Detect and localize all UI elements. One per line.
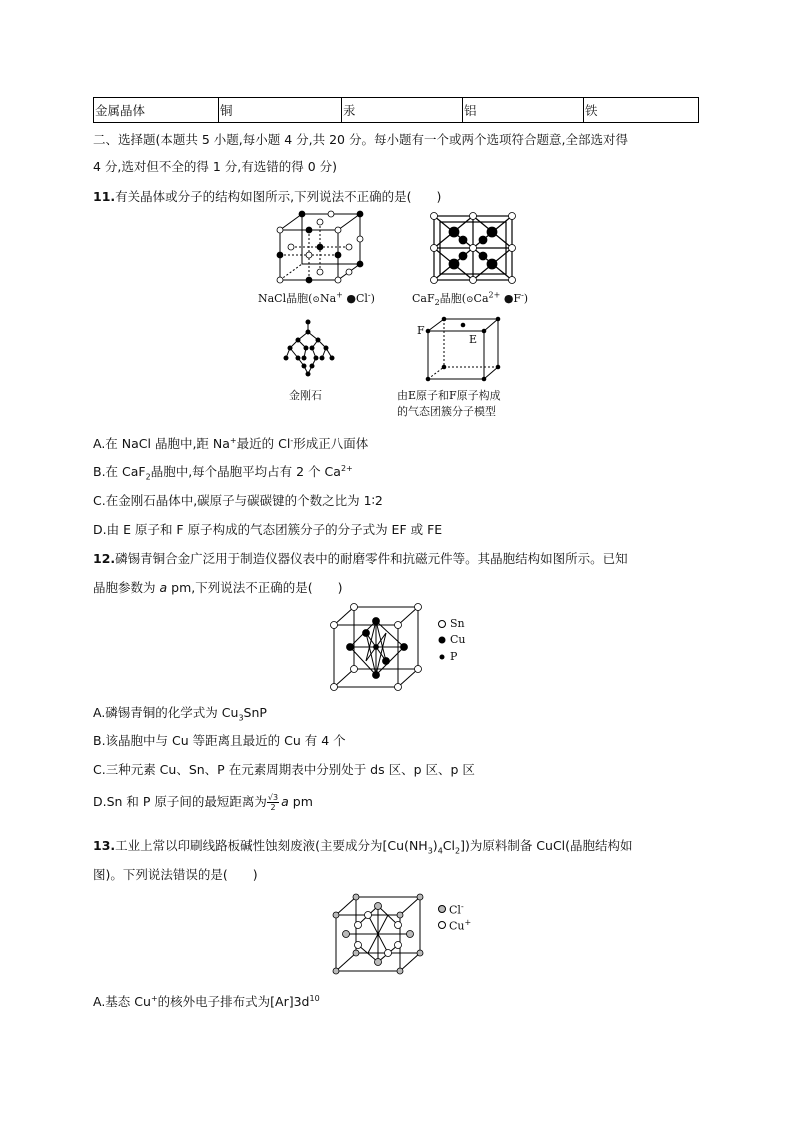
question-text: 有关晶体或分子的结构如图所示,下列说法不正确的是( ) xyxy=(115,189,442,204)
diamond-structure-figure xyxy=(278,318,338,378)
legend-cl: Cl- xyxy=(449,902,464,917)
legend-p: P xyxy=(450,650,458,663)
cu-legend-marker xyxy=(437,635,447,645)
cucl-unit-cell-figure xyxy=(330,893,428,975)
legend-cu: Cu xyxy=(450,633,466,646)
legend-cu-ion: Cu+ xyxy=(449,918,472,933)
question-13-stem-cont: 图)。下列说法错误的是( ) xyxy=(93,867,258,882)
table-cell: 汞 xyxy=(342,98,463,123)
q11-option-b: B.在 CaF$_2$晶胞中,每个晶胞平均占有 2 个 $Ca^{2+}$ xyxy=(93,463,353,482)
nacl-unit-cell-figure xyxy=(272,210,367,285)
question-number: 11. xyxy=(93,189,116,204)
table-cell: 金属晶体 xyxy=(94,98,219,123)
section-heading-cont: 4 分,选对但不全的得 1 分,有选错的得 0 分) xyxy=(93,159,338,174)
label-e: E xyxy=(469,333,478,346)
legend-sn: Sn xyxy=(450,617,465,630)
sn-legend-marker xyxy=(437,619,447,629)
q12-option-a: A.磷锡青铜的化学式为 $Cu_3SnP$ xyxy=(93,705,267,723)
q11-option-a: A.在 NaCl 晶胞中,距 Na+最近的 Cl-形成正八面体 xyxy=(93,435,369,451)
question-12-stem-cont: 晶胞参数为 a pm,下列说法不正确的是( ) xyxy=(93,580,343,595)
cluster-caption-2: 的气态团簇分子模型 xyxy=(397,405,496,418)
fraction: $\frac{√3}{2}$ xyxy=(267,793,279,812)
q12-option-d: D.Sn 和 P 原子间的最短距离为 $\frac{√3}{2}$ a pm xyxy=(93,793,313,812)
table-cell: 铜 xyxy=(219,98,342,123)
question-text: 磷锡青铜合金广泛用于制造仪器仪表中的耐磨零件和抗磁元件等。其晶胞结构如图所示。已知 xyxy=(115,551,628,566)
q12-option-b: B.该晶胞中与 Cu 等距离且最近的 Cu 有 4 个 xyxy=(93,733,346,748)
table-cell: 铁 xyxy=(584,98,699,123)
question-number: 13. xyxy=(93,838,116,853)
q11-option-d: D.由 E 原子和 F 原子构成的气态团簇分子的分子式为 EF 或 FE xyxy=(93,522,443,537)
caf2-caption: CaF$_2$晶胞($⊙Ca^{2+}$ ●F-) xyxy=(412,290,529,308)
question-11-stem xyxy=(93,187,441,205)
question-13-stem: 13.工业上常以印刷线路板碱性蚀刻废液(主要成分为$[Cu(NH_3)_4Cl_2]$)为原料制备 CuCl(晶胞结构如 xyxy=(93,838,633,856)
label-f: F xyxy=(417,324,425,337)
section-heading: 二、选择题(本题共 5 小题,每小题 4 分,共 20 分。每小题有一个或两个选项符合题意,全部选对得 xyxy=(93,132,628,147)
caf2-unit-cell-figure xyxy=(428,210,518,285)
cluster-caption-1: 由E原子和F原子构成 xyxy=(397,389,501,402)
metal-table xyxy=(93,97,699,123)
nacl-caption: NaCl晶胞(⊙Na+ ●Cl-) xyxy=(258,290,375,305)
q12-option-c: C.三种元素 Cu、Sn、P 在元素周期表中分别处于 ds 区、p 区、p 区 xyxy=(93,762,475,777)
p-legend-marker xyxy=(437,652,447,662)
question-number: 12. xyxy=(93,551,116,566)
q13-option-a: A.基态 Cu+的核外电子排布式为$[Ar]3d^{10}$ xyxy=(93,993,320,1009)
q11-option-c: C.在金刚石晶体中,碳原子与碳碳键的个数之比为 1∶2 xyxy=(93,493,383,508)
cu-ion-legend-marker xyxy=(437,920,447,930)
phosphor-tin-bronze-cell-figure xyxy=(328,603,428,691)
diamond-caption: 金刚石 xyxy=(289,389,322,402)
table-cell: 铝 xyxy=(463,98,584,123)
question-12-stem xyxy=(93,549,628,567)
cluster-model-figure xyxy=(420,315,502,383)
cl-legend-marker xyxy=(437,904,447,914)
